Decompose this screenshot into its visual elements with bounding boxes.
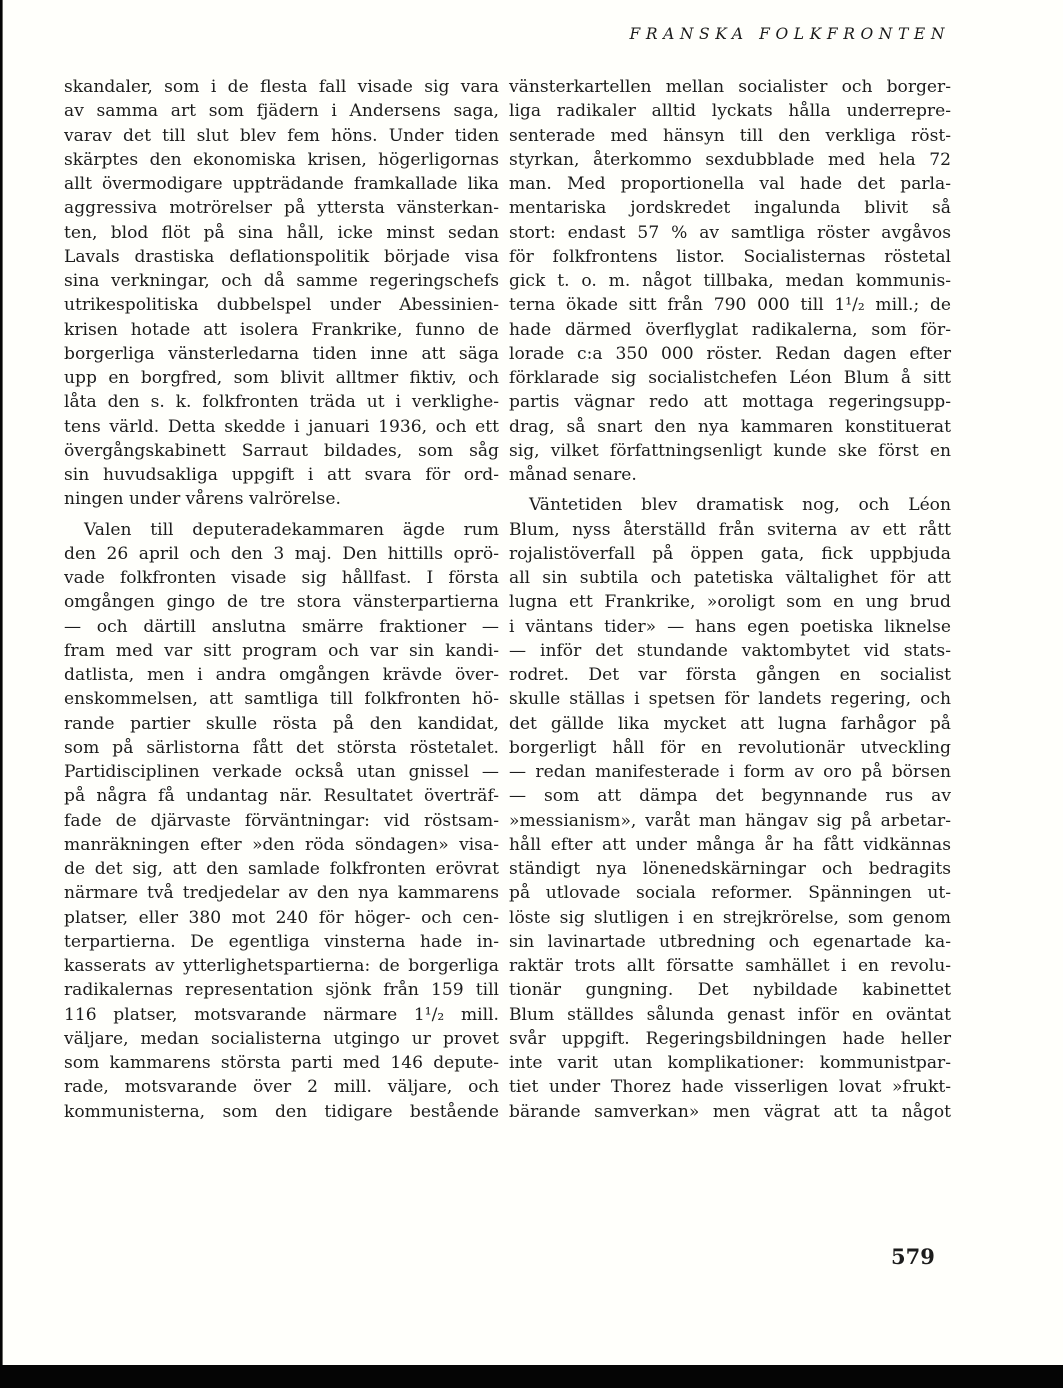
book-page [2,0,1063,1365]
text-line: sig, vilket författningsenligt kunde ske först en [509,440,951,461]
text-line: »messianism», varåt man hängav sig på arbetar- [509,810,951,831]
text-line: gick t. o. m. något tillbaka, medan kommunis- [509,271,951,291]
text-line: sin huvudsakliga uppgift i att svara för ord- [64,465,499,485]
page-number: 579 [891,1244,935,1269]
text-line: håll efter att under många år ha fått vidkännas [509,834,951,855]
text-line: förklarade sig socialistchefen Léon Blum å sitt [509,368,951,388]
text-line: fram med var sitt program och var sin kandi- [64,640,499,661]
text-line: tiet under Thorez hade visserligen lovat »frukt- [509,1077,951,1098]
paragraph [64,518,499,1124]
text-line: raktär trots allt försatte samhället i en revolu- [509,956,951,976]
text-line: Valen till deputeradekammaren ägde rum [84,519,499,540]
text-line: — och därtill anslutna smärre fraktioner — [64,616,499,637]
text-line: löste sig slutligen i en strejkrörelse, som genom [509,907,951,928]
text-line: datlista, men i andra omgången krävde över- [64,665,499,685]
text-line: omgången gingo de tre stora vänsterpartierna [64,592,499,613]
text-line: mentariska jordskredet ingalunda blivit så [509,198,951,219]
text-line: väljare, medan socialisterna utgingo ur provet [64,1028,499,1049]
text-line: det gällde lika mycket att lugna farhågor på [509,713,951,734]
text-line: ständigt nya lönenedskärningar och bedragits [509,859,951,879]
text-line: borgerligt håll för en revolutionär utveckling [509,737,951,758]
text-line: varav det till slut blev fem höns. Under tiden [64,125,499,146]
text-line: tionär gungning. Det nybildade kabinettet [509,980,951,1001]
text-line: 116 platser, motsvarande närmare 1¹/₂ mill. [64,1004,499,1025]
text-line: fade de djärvaste förväntningar: vid röstsam- [64,810,499,831]
text-line: rojalistöverfall på öppen gata, fick uppbjuda [509,543,951,564]
text-line: upp en borgfred, som blivit alltmer fiktiv, och [64,368,499,388]
text-line: den 26 april och den 3 maj. Den hittills oprö- [64,543,499,564]
text-line: på några få undantag när. Resultatet överträf- [64,786,499,807]
text-line: lorade c:a 350 000 röster. Redan dagen efter [509,343,951,364]
text-line: Partidisciplinen verkade också utan gnissel — [64,762,499,782]
text-line: som på särlistorna fått det största röstetalet. [64,737,499,758]
text-line: kommunisterna, som den tidigare bestående [64,1101,499,1122]
text-line: månad senare. [509,465,637,485]
text-line: — som att dämpa det begynnande rus av [509,786,951,807]
text-line: hade därmed överflyglat radikalerna, som för- [509,319,951,340]
text-line: partis vägnar redo att mottaga regeringsupp- [509,392,951,413]
text-line: rade, motsvarande över 2 mill. väljare, och [64,1077,499,1098]
text-line: aggressiva motrörelser på yttersta vänsterkan- [64,198,499,219]
text-line: man. Med proportionella val hade det parla- [509,174,951,194]
text-line: ningen under vårens valrörelse. [64,489,341,510]
paragraph [509,493,951,1124]
running-head: FRANSKA FOLKFRONTEN [629,25,950,43]
text-line: krisen hotade att isolera Frankrike, funno de [64,319,499,340]
text-line: vade folkfronten visade sig hållfast. I första [64,568,499,588]
text-line: Blum, nyss återställd från sviterna av ett rått [509,519,951,540]
text-line: ten, blod flöt på sina håll, icke minst sedan [64,222,499,243]
text-line: — redan manifesterade i form av oro på börsen [509,762,951,782]
text-line: svår uppgift. Regeringsbildningen hade heller [509,1028,951,1049]
text-line: de det sig, att den samlade folkfronten erövrat [64,859,499,879]
right-column [509,75,951,1124]
paragraph [509,75,951,487]
text-line: Blum ställdes sålunda genast inför en oväntat [509,1004,951,1025]
text-line: i väntans tider» — hans egen poetiska liknelse [509,616,951,637]
text-line: skandaler, som i de flesta fall visade sig vara [64,77,499,97]
text-line: inte varit utan komplikationer: kommunistpar- [509,1053,951,1073]
text-line: radikalernas representation sjönk från 159 till [64,980,499,1001]
left-column [64,75,499,1124]
text-line: lugna ett Frankrike, »oroligt som en ung brud [509,592,951,613]
text-line: liga radikaler alltid lyckats hålla underrepre- [509,101,951,122]
text-line: närmare två tredjedelar av den nya kammarens [64,883,499,904]
text-line: senterade med hänsyn till den verkliga röst- [509,125,951,146]
text-line: enskommelsen, att samtliga till folkfronten hö- [64,689,499,710]
text-line: vänsterkartellen mellan socialister och borger- [509,77,951,97]
text-line: Väntetiden blev dramatisk nog, och Léon [529,495,951,516]
text-line: borgerliga vänsterledarna tiden inne att säga [64,343,499,364]
text-line: utrikespolitiska dubbelspel under Abessinien- [64,295,499,316]
text-line: drag, så snart den nya kammaren konstituerat [509,416,951,437]
text-line: tens värld. Detta skedde i januari 1936, och ett [64,416,499,437]
text-line: skulle ställas i spetsen för landets regering, och [509,689,951,710]
text-line: all sin subtila och patetiska vältalighet för att [509,568,951,588]
text-line: manräkningen efter »den röda söndagen» visa- [64,834,499,855]
text-line: sin lavinartade utbredning och egenartade ka- [509,931,951,952]
text-line: som kammarens största parti med 146 depute- [64,1053,499,1073]
text-line: kasserats av ytterlighetspartierna: de borgerliga [64,956,499,976]
text-line: rande partier skulle rösta på den kandidat, [64,713,499,734]
text-line: för folkfrontens listor. Socialisternas röstetal [509,246,951,267]
text-line: rodret. Det var första gången en socialist [509,665,951,685]
text-line: sina verkningar, och då samme regeringschefs [64,271,499,291]
text-line: stort: endast 57 % av samtliga röster avgåvos [509,222,951,243]
text-line: allt övermodigare uppträdande framkallade lika [64,174,499,194]
text-line: övergångskabinett Sarraut bildades, som såg [64,440,499,461]
text-line: Lavals drastiska deflationspolitik började visa [64,246,499,267]
text-line: skärptes den ekonomiska krisen, högerligornas [64,149,499,170]
text-line: terna ökade sitt från 790 000 till 1¹/₂ mill.; de [509,295,951,316]
text-line: på utlovade sociala reformer. Spänningen ut- [509,883,951,904]
paragraph [64,75,499,512]
text-line: låta den s. k. folkfronten träda ut i verklighe- [64,392,499,413]
text-line: terpartierna. De egentliga vinsterna hade in- [64,931,499,952]
text-line: bärande samverkan» men vägrat att ta något [509,1101,951,1122]
text-line: — inför det stundande vaktombytet vid stats- [509,640,951,661]
text-line: av samma art som fjädern i Andersens saga, [64,101,499,122]
text-line: styrkan, återkommo sexdubblade med hela 72 [509,149,951,170]
text-line: platser, eller 380 mot 240 för höger- och cen- [64,907,499,928]
